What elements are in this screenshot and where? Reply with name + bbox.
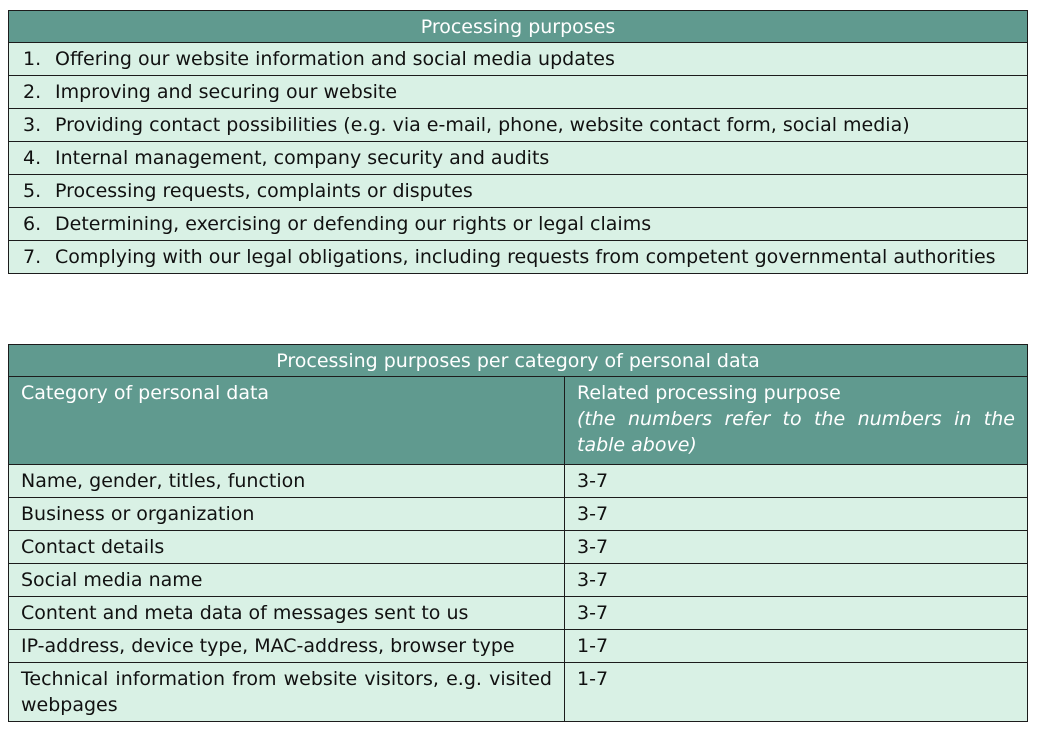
purpose-cell: 3-7 <box>565 531 1028 564</box>
purpose-number: 2. <box>23 81 42 103</box>
table-row <box>9 564 1028 597</box>
purpose-text: Complying with our legal obligations, including requests from competent governmental authorities <box>55 246 996 268</box>
purpose-cell: 3-7 <box>565 564 1028 597</box>
purpose-number: 5. <box>23 180 42 202</box>
column-header-purpose-label: Related processing purpose <box>577 382 841 404</box>
purpose-row <box>9 76 1028 109</box>
column-header-category <box>9 377 565 465</box>
table-row <box>9 663 1028 722</box>
purpose-number: 3. <box>23 114 42 136</box>
purpose-row <box>9 241 1028 274</box>
processing-purposes-table <box>8 10 1028 274</box>
purpose-cell: 1-7 <box>565 663 1028 722</box>
purpose-text: Providing contact possibilities (e.g. via e-mail, phone, website contact form, social media) <box>55 114 910 136</box>
purpose-number: 7. <box>23 246 42 268</box>
purpose-number: 1. <box>23 48 42 70</box>
purpose-row <box>9 43 1028 76</box>
purpose-number: 4. <box>23 147 42 169</box>
purpose-text: Determining, exercising or defending our rights or legal claims <box>55 213 652 235</box>
category-cell: Technical information from website visitors, e.g. visited webpages <box>9 663 565 722</box>
category-cell: Name, gender, titles, function <box>9 465 565 498</box>
table-row <box>9 465 1028 498</box>
category-cell: Business or organization <box>9 498 565 531</box>
category-cell: IP-address, device type, MAC-address, browser type <box>9 630 565 663</box>
table-row <box>9 597 1028 630</box>
purpose-number: 6. <box>23 213 42 235</box>
column-header-purpose <box>565 377 1028 465</box>
purpose-text: Processing requests, complaints or disputes <box>55 180 473 202</box>
purpose-row <box>9 175 1028 208</box>
purpose-row <box>9 109 1028 142</box>
table-row <box>9 531 1028 564</box>
column-header-category-label: Category of personal data <box>21 382 270 404</box>
purpose-row <box>9 142 1028 175</box>
table-row <box>9 630 1028 663</box>
category-cell: Social media name <box>9 564 565 597</box>
purpose-cell: 3-7 <box>565 597 1028 630</box>
purpose-cell: 3-7 <box>565 465 1028 498</box>
purpose-text: Offering our website information and social media updates <box>55 48 615 70</box>
category-cell: Content and meta data of messages sent to us <box>9 597 565 630</box>
category-purposes-table <box>8 344 1028 722</box>
table-row <box>9 498 1028 531</box>
column-header-row <box>9 377 1028 465</box>
purpose-text: Internal management, company security and audits <box>55 147 550 169</box>
category-purposes-header: Processing purposes per category of personal data <box>9 345 1028 377</box>
purpose-text: Improving and securing our website <box>55 81 398 103</box>
purpose-cell: 1-7 <box>565 630 1028 663</box>
purpose-cell: 3-7 <box>565 498 1028 531</box>
column-header-purpose-note: (the numbers refer to the numbers in the table above) <box>577 408 1015 456</box>
category-cell: Contact details <box>9 531 565 564</box>
processing-purposes-header: Processing purposes <box>9 11 1028 43</box>
purpose-row <box>9 208 1028 241</box>
